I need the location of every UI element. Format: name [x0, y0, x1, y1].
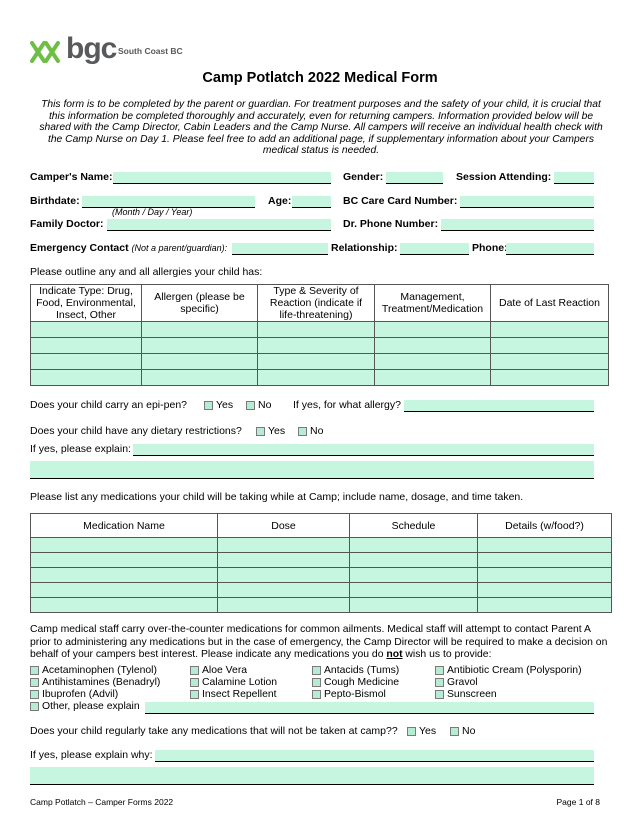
dietary-no[interactable]: No [298, 425, 323, 437]
checkbox-icon[interactable] [190, 678, 199, 687]
otc-item[interactable]: Antacids (Tums) [312, 665, 399, 676]
allergies-prompt: Please outline any and all allergies your child has: [30, 266, 263, 278]
dr-phone-field[interactable] [441, 219, 594, 231]
otc-item[interactable]: Calamine Lotion [190, 677, 277, 688]
gender-label: Gender: [343, 171, 384, 183]
table-row [31, 322, 609, 338]
birthdate-label: Birthdate: [30, 195, 80, 207]
checkbox-icon[interactable] [30, 678, 39, 687]
regular-yes[interactable]: Yes [407, 725, 436, 737]
table-row [31, 338, 609, 354]
epipen-followup: If yes, for what allergy? [293, 399, 401, 411]
table-row [31, 370, 609, 386]
care-card-field[interactable] [460, 196, 594, 208]
phone-field[interactable] [506, 243, 594, 255]
dietary-explain-field[interactable] [133, 444, 594, 456]
checkbox-icon[interactable] [204, 401, 213, 410]
camper-name-label: Camper's Name: [30, 171, 113, 183]
dr-phone-label: Dr. Phone Number: [343, 218, 439, 230]
dietary-question: Does your child have any dietary restrictions? [30, 425, 242, 437]
med-header-details: Details (w/food?) [478, 514, 612, 538]
allergy-header-type: Indicate Type: Drug, Food, Environmental, Insect, Other [31, 285, 142, 322]
session-field[interactable] [554, 172, 594, 184]
regular-explain-field[interactable] [155, 750, 594, 762]
allergies-table [30, 284, 609, 386]
checkbox-icon[interactable] [190, 690, 199, 699]
checkbox-icon[interactable] [435, 690, 444, 699]
otc-item[interactable]: Antibiotic Cream (Polysporin) [435, 665, 582, 676]
checkbox-icon[interactable] [435, 678, 444, 687]
checkbox-icon[interactable] [407, 727, 416, 736]
checkbox-icon[interactable] [190, 666, 199, 675]
logo-text: bgc [66, 32, 117, 65]
table-row [31, 553, 612, 568]
dietary-yes[interactable]: Yes [256, 425, 285, 437]
checkbox-icon[interactable] [256, 427, 265, 436]
gender-field[interactable] [386, 172, 443, 184]
dietary-explain-line[interactable] [30, 467, 594, 479]
checkbox-icon[interactable] [298, 427, 307, 436]
checkbox-icon[interactable] [30, 666, 39, 675]
regular-question: Does your child regularly take any medications that will not be taken at camp?? [30, 725, 398, 737]
table-row [31, 583, 612, 598]
otc-item[interactable]: Aloe Vera [190, 665, 247, 676]
checkbox-icon[interactable] [312, 678, 321, 687]
med-header-schedule: Schedule [350, 514, 478, 538]
epipen-yes[interactable]: Yes [204, 399, 233, 411]
checkbox-icon[interactable] [246, 401, 255, 410]
table-row [31, 568, 612, 583]
footer-left: Camp Potlatch – Camper Forms 2022 [30, 797, 174, 807]
otc-item[interactable]: Insect Repellent [190, 689, 277, 700]
family-doctor-label: Family Doctor: [30, 218, 104, 230]
emergency-field[interactable] [232, 243, 328, 255]
regular-explain-label: If yes, please explain why: [30, 749, 153, 761]
regular-explain-line[interactable] [30, 773, 594, 785]
age-label: Age: [268, 195, 292, 207]
otc-item[interactable]: Cough Medicine [312, 677, 399, 688]
footer-page-number: Page 1 of 8 [556, 797, 600, 807]
allergy-header-date: Date of Last Reaction [491, 285, 609, 322]
phone-label: Phone [472, 242, 505, 254]
allergy-header-management: Management, Treatment/Medication [375, 285, 491, 322]
allergy-header-reaction: Type & Severity of Reaction (indicate if life-threatening) [258, 285, 375, 322]
table-row [31, 354, 609, 370]
epipen-no[interactable]: No [246, 399, 271, 411]
birthdate-hint: (Month / Day / Year) [112, 207, 193, 217]
med-header-name: Medication Name [31, 514, 218, 538]
med-header-dose: Dose [218, 514, 350, 538]
otc-item[interactable]: Acetaminophen (Tylenol) [30, 665, 157, 676]
table-row [31, 598, 612, 613]
medications-table [30, 513, 612, 613]
medications-prompt: Please list any medications your child will be taking while at Camp; include name, dosage, and time taken. [30, 491, 524, 503]
logo [28, 34, 198, 74]
otc-item[interactable]: Gravol [435, 677, 478, 688]
otc-item[interactable]: Pepto-Bismol [312, 689, 386, 700]
camper-name-field[interactable] [113, 172, 331, 184]
session-label: Session Attending: [456, 171, 552, 183]
relationship-field[interactable] [400, 243, 469, 255]
table-row [31, 538, 612, 553]
intro-text: This form is to be completed by the parent or guardian. For treatment purposes and the safety of your child, it is crucial that this information be completed thoroughly and accurately, even for returning campers. Information provided below will be shared with the Camp Director, Cabin Leaders and the Camp Nurse. All campers will receive an individual health check with the Camp Nurse on Day 1. Please feel free to add an additional page, if supplementary information about your Campers medical status is needed. [39, 99, 603, 156]
logo-subtitle: South Coast BC [118, 46, 183, 56]
epipen-allergy-field[interactable] [404, 400, 594, 412]
otc-other-field[interactable] [145, 702, 594, 714]
logo-mark-icon [28, 37, 64, 67]
checkbox-icon[interactable] [435, 666, 444, 675]
otc-item[interactable]: Sunscreen [435, 689, 497, 700]
checkbox-icon[interactable] [30, 702, 39, 711]
page-title: Camp Potlatch 2022 Medical Form [202, 70, 438, 86]
relationship-label: Relationship: [331, 242, 398, 254]
checkbox-icon[interactable] [312, 690, 321, 699]
regular-no[interactable]: No [450, 725, 475, 737]
otc-other[interactable]: Other, please explain [30, 701, 140, 712]
checkbox-icon[interactable] [312, 666, 321, 675]
age-field[interactable] [292, 196, 331, 208]
epipen-question: Does your child carry an epi-pen? [30, 399, 187, 411]
allergy-header-allergen: Allergen (please be specific) [142, 285, 258, 322]
care-card-label: BC Care Card Number: [343, 195, 458, 207]
otc-item[interactable]: Ibuprofen (Advil) [30, 689, 118, 700]
dietary-explain-label: If yes, please explain: [30, 443, 131, 455]
emergency-label: Emergency Contact (Not a parent/guardian): [30, 242, 228, 254]
checkbox-icon[interactable] [450, 727, 459, 736]
family-doctor-field[interactable] [107, 219, 331, 231]
otc-item[interactable]: Antihistamines (Benadryl) [30, 677, 160, 688]
checkbox-icon[interactable] [30, 690, 39, 699]
otc-paragraph: Camp medical staff carry over-the-counter medications for common ailments. Medical staff will attempt to contact Parent A prior to administering any medications but in the case of emergency, the Camp Director will be required to make a decision on behalf of your campers best interest. Please indicate any medications you do not wish us to provide: [30, 624, 608, 660]
